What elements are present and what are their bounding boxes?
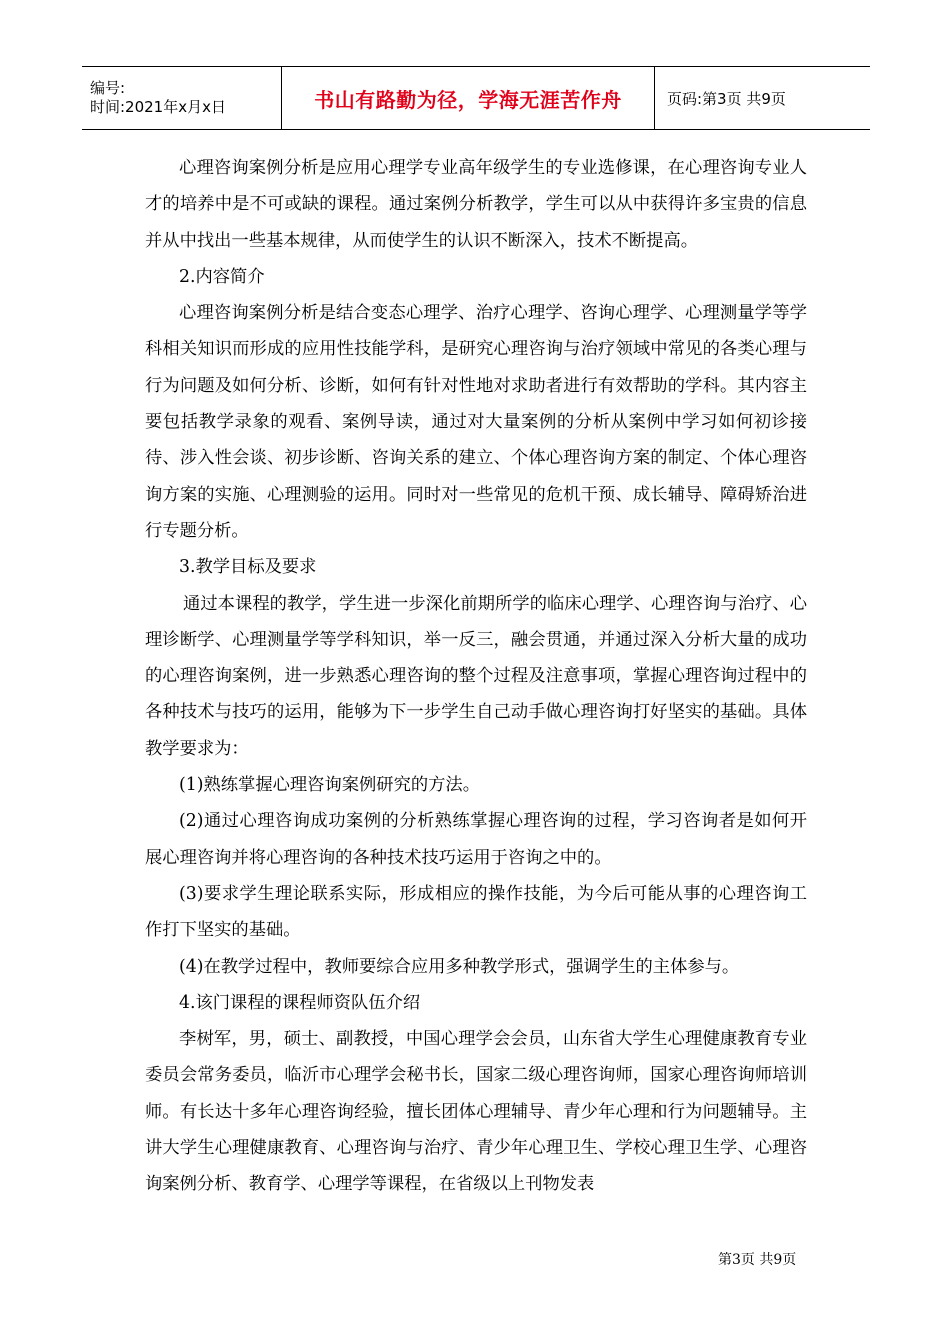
paragraph-content-summary: 心理咨询案例分析是结合变态心理学、治疗心理学、咨询心理学、心理测量学等学科相关知识而形成的应用性技能学科，是研究心理咨询与治疗领域中常见的各类心理与行为问题及如何分析、诊断，如何有针对性地对求助者进行有效帮助的学科。其内容主要包括教学录象的观看、案例导读，通过对大量案例的分析从案例中学习如何初诊接待、涉入性会谈、初步诊断、咨询关系的建立、个体心理咨询方案的制定、个体心理咨询方案的实施、心理测验的运用。同时对一些常见的危机干预、成长辅导、障碍矫治进行专题分析。 [145,303,807,541]
section-heading-teaching-goals: 3.教学目标及要求 [179,557,317,578]
requirement-item-2: (2)通过心理咨询成功案例的分析熟练掌握心理咨询的过程，学习咨询者是如何开展心理咨询并将心理咨询的各种技术技巧运用于咨询之中的。 [145,811,807,868]
section-heading-faculty: 4.该门课程的课程师资队伍介绍 [179,992,421,1013]
section-heading-content-summary: 2.内容简介 [179,266,265,287]
requirement-item-4: (4)在教学过程中，教师要综合应用多种教学形式，强调学生的主体参与。 [179,956,740,977]
paragraph-faculty: 李树军，男，硕士、副教授，中国心理学会会员，山东省大学生心理健康教育专业委员会常务委员，临沂市心理学会秘书长，国家二级心理咨询师，国家心理咨询师培训师。有长达十多年心理咨询经验，擅长团体心理辅导、青少年心理和行为问题辅导。主讲大学生心理健康教育、心理咨询与治疗、青少年心理卫生、学校心理卫生学、心理咨询案例分析、教育学、心理学等课程，在省级以上刊物发表 [145,1029,807,1195]
document-number-label: 编号: [90,79,126,97]
paragraph-intro: 心理咨询案例分析是应用心理学专业高年级学生的专业选修课，在心理咨询专业人才的培养中是不可或缺的课程。通过案例分析教学，学生可以从中获得许多宝贵的信息并从中找出一些基本规律，从而使学生的认识不断深入，技术不断提高。 [145,158,807,251]
document-body [145,150,807,1203]
page-header [82,66,870,130]
header-meta [82,67,282,129]
header-page-info [655,67,870,129]
requirement-item-1: (1)熟练掌握心理咨询案例研究的方法。 [179,775,480,796]
header-motto: 书山有路勤为径，学海无涯苦作舟 [314,87,622,112]
header-page-number: 页码:第3页 共9页 [667,89,786,108]
page-footer: 第3页 共9页 [718,1252,797,1268]
header-motto-cell [282,67,655,129]
requirement-item-3: (3)要求学生理论联系实际，形成相应的操作技能，为今后可能从事的心理咨询工作打下坚实的基础。 [145,883,807,941]
document-date: 时间:2021年x月x日 [90,98,226,116]
paragraph-teaching-goals: 通过本课程的教学，学生进一步深化前期所学的临床心理学、心理咨询与治疗、心理诊断学、心理测量学等学科知识，举一反三，融会贯通，并通过深入分析大量的成功的心理咨询案例，进一步熟悉心理咨询的整个过程及注意事项，掌握心理咨询过程中的各种技术与技巧的运用，能够为下一步学生自己动手做心理咨询打好坚实的基础。具体教学要求为： [145,593,807,759]
